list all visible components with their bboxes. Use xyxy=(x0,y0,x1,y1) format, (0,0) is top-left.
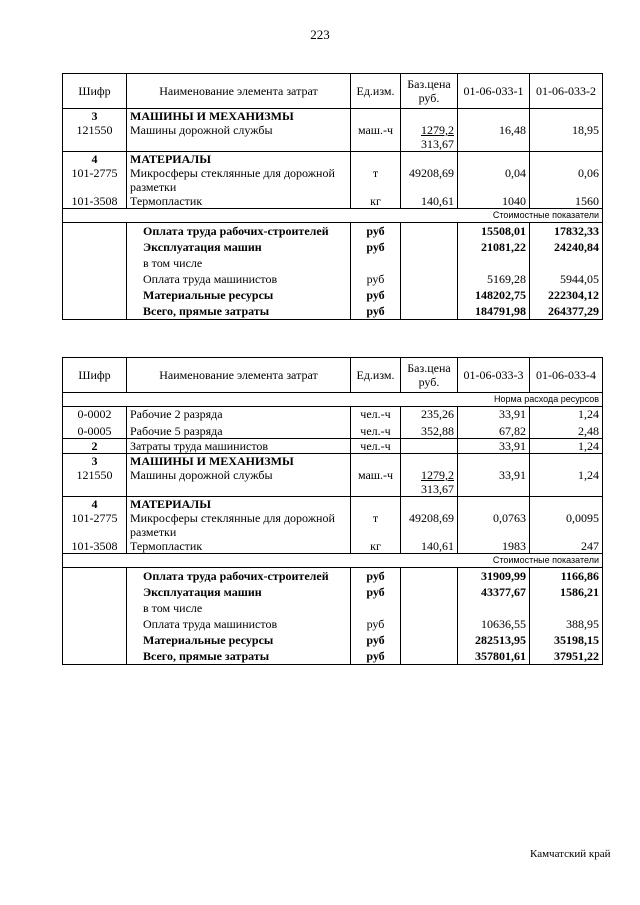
header-base-price: Баз.цена руб. xyxy=(401,74,458,109)
header-unit: Ед.изм. xyxy=(351,358,401,393)
table-row: 101-2775 Микросферы стеклянные для дорожной разметки т 49208,69 0,04 0,06 xyxy=(63,166,603,194)
summary-row: Всего, прямые затраты руб 357801,61 37951,22 xyxy=(63,648,603,665)
summary-row: Всего, прямые затраты руб 184791,98 264377,29 xyxy=(63,303,603,320)
cost-indicators-label: Стоимостные показатели xyxy=(63,554,603,568)
table-row: 101-2775 Микросферы стеклянные для дорожной разметки т 49208,69 0,0763 0,0095 xyxy=(63,511,603,539)
summary-row: Материальные ресурсы руб 148202,75 222304,12 xyxy=(63,287,603,303)
summary-row: Материальные ресурсы руб 282513,95 35198,15 xyxy=(63,632,603,648)
table-header xyxy=(63,74,603,109)
summary-row: Оплата труда рабочих-строителей руб 31909,99 1166,86 xyxy=(63,568,603,585)
summary-row: в том числе xyxy=(63,255,603,271)
summary-row: Оплата труда машинистов руб 10636,55 388,95 xyxy=(63,616,603,632)
header-unit: Ед.изм. xyxy=(351,74,401,109)
header-name: Наименование элемента затрат xyxy=(127,358,351,393)
table-row: 0-0005 Рабочие 5 разряда чел.-ч 352,88 67,82 2,48 xyxy=(63,421,603,439)
summary-row: Эксплуатация машин руб 21081,22 24240,84 xyxy=(63,239,603,255)
summary-row: в том числе xyxy=(63,600,603,616)
section-machines: 3 МАШИНЫ И МЕХАНИЗМЫ xyxy=(63,109,603,124)
table-row: 2 Затраты труда машинистов чел.-ч 33,91 1,24 xyxy=(63,439,603,454)
header-col-b: 01-06-033-4 xyxy=(530,358,603,393)
section-materials: 4 МАТЕРИАЛЫ xyxy=(63,152,603,167)
header-base-price: Баз.цена руб. xyxy=(401,358,458,393)
summary-row: Оплата труда рабочих-строителей руб 15508,01 17832,33 xyxy=(63,223,603,240)
summary-row: Эксплуатация машин руб 43377,67 1586,21 xyxy=(63,584,603,600)
section-machines: 3 МАШИНЫ И МЕХАНИЗМЫ xyxy=(63,454,603,469)
section-materials: 4 МАТЕРИАЛЫ xyxy=(63,497,603,512)
estimate-table-2 xyxy=(62,357,603,665)
footer-region: Камчатский край xyxy=(530,848,611,860)
header-code: Шифр xyxy=(63,74,127,109)
table-row: 101-3508 Термопластик кг 140,61 1983 247 xyxy=(63,539,603,554)
table-row: 121550 Машины дорожной службы маш.-ч 1279,2 313,67 33,91 1,24 xyxy=(63,468,603,497)
table-header xyxy=(63,358,603,393)
header-code: Шифр xyxy=(63,358,127,393)
table-row: 101-3508 Термопластик кг 140,61 1040 1560 xyxy=(63,194,603,209)
summary-row: Оплата труда машинистов руб 5169,28 5944,05 xyxy=(63,271,603,287)
header-name: Наименование элемента затрат xyxy=(127,74,351,109)
estimate-table-1 xyxy=(62,73,603,320)
header-col-b: 01-06-033-2 xyxy=(530,74,603,109)
resource-norm-label: Норма расхода ресурсов xyxy=(63,393,603,407)
page-number: 223 xyxy=(310,27,330,42)
table-row: 121550 Машины дорожной службы маш.-ч 1279,2 313,67 16,48 18,95 xyxy=(63,123,603,152)
cost-indicators-label: Стоимостные показатели xyxy=(63,209,603,223)
header-col-a: 01-06-033-1 xyxy=(458,74,530,109)
header-col-a: 01-06-033-3 xyxy=(458,358,530,393)
table-row: 0-0002 Рабочие 2 разряда чел.-ч 235,26 33,91 1,24 xyxy=(63,407,603,422)
